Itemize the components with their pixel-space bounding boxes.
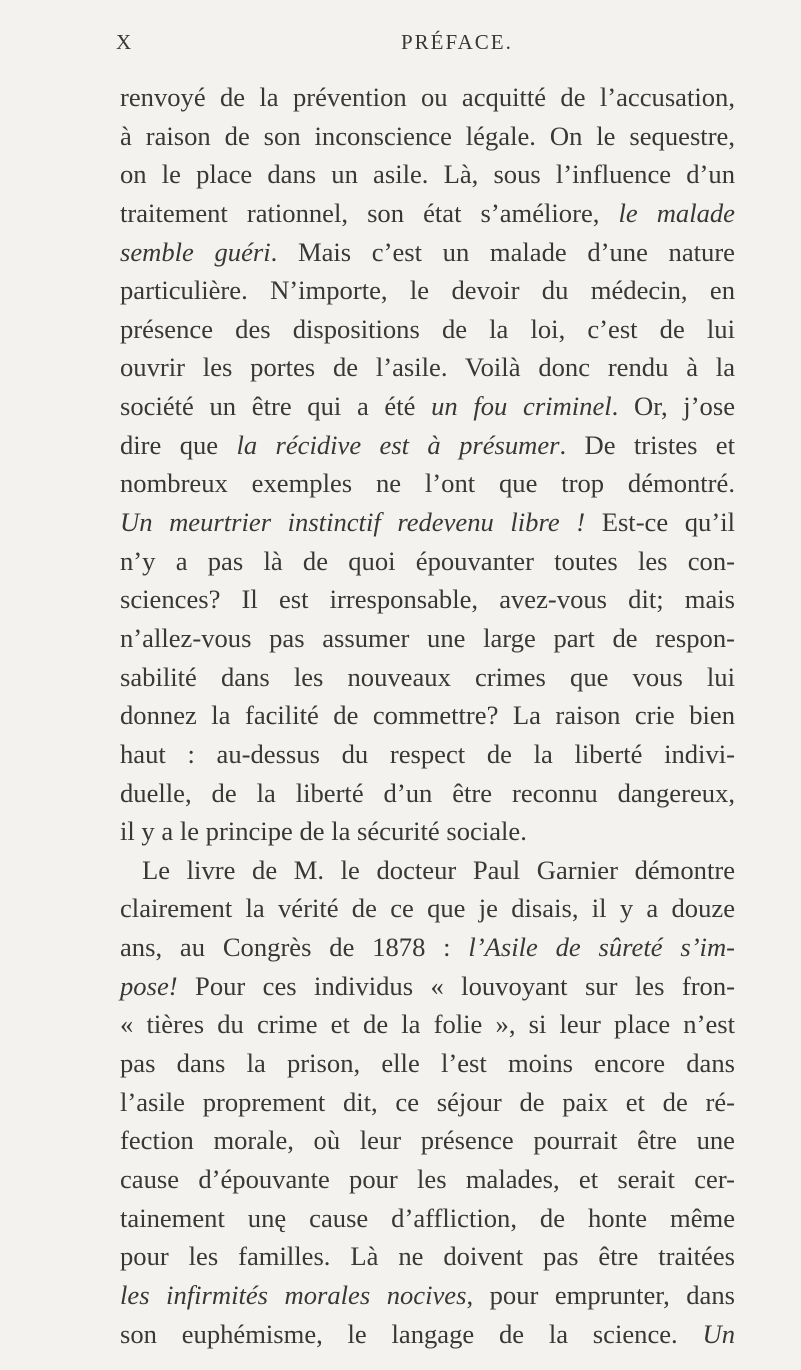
text-run: haut : au-dessus du respect de la liberté indivi-: [120, 738, 735, 769]
text-line: [120, 1199, 735, 1238]
text-line: [120, 542, 735, 581]
running-title: PRÉFACE.: [401, 30, 513, 54]
page-number: X: [116, 30, 134, 54]
text-line: [120, 194, 735, 233]
text-run: dire que: [120, 429, 237, 460]
text-run: particulière. N’importe, le devoir du médecin, en: [120, 275, 735, 306]
text-line: [120, 426, 735, 465]
text-run: n’y a pas là de quoi épouvanter toutes les con-: [120, 545, 735, 576]
text-run: cause d’épouvante pour les malades, et serait cer-: [120, 1163, 735, 1194]
text-run: ans, au Congrès de 1878 :: [120, 932, 469, 963]
text-line: [120, 735, 735, 774]
text-line: [120, 658, 735, 697]
running-head: [116, 30, 716, 60]
text-run: Le livre de M. le docteur Paul Garnier démontre: [142, 854, 735, 885]
text-line: [120, 889, 735, 928]
text-run: sciences? Il est irresponsable, avez-vous dit; mais: [120, 584, 735, 615]
text-line: [120, 310, 735, 349]
italic-phrase: l’Asile de sûreté s’im-: [468, 932, 736, 963]
text-line: [120, 271, 735, 310]
text-run: fection morale, où leur présence pourrait être une: [120, 1125, 735, 1156]
text-line: [120, 1044, 735, 1083]
text-line: [120, 1276, 735, 1315]
text-run: pour les familles. Là ne doivent pas être traitées: [120, 1241, 735, 1272]
text-line: [120, 233, 735, 272]
text-run: traitement rationnel, son état s’améliore,: [120, 197, 619, 228]
text-run: tainement unę cause d’affliction, de honte même: [120, 1202, 735, 1233]
text-run: Est-ce qu’il: [585, 507, 735, 538]
text-line: [120, 155, 735, 194]
italic-phrase: pose!: [120, 970, 178, 1001]
italic-phrase: semble guéri: [120, 236, 271, 267]
text-run: société un être qui a été: [120, 391, 432, 422]
text-run: nombreux exemples ne l’ont que trop démontré.: [120, 468, 735, 499]
text-run: duelle, de la liberté d’un être reconnu dangereux,: [120, 777, 735, 808]
italic-phrase: un fou criminel: [431, 391, 612, 422]
text-run: on le place dans un asile. Là, sous l’influence d’un: [120, 159, 735, 190]
italic-phrase: la récidive est à présumer: [236, 429, 560, 460]
text-line: [120, 464, 735, 503]
text-line: [120, 348, 735, 387]
text-line: [120, 580, 735, 619]
text-run: , pour emprunter, dans: [466, 1279, 735, 1310]
text-run: Pour ces individus « louvoyant sur les fron-: [177, 970, 735, 1001]
text-line: [120, 387, 735, 426]
text-run: clairement la vérité de ce que je disais, il y a douze: [120, 893, 735, 924]
text-line: [120, 503, 735, 542]
text-run: n’allez-vous pas assumer une large part de respon-: [120, 622, 735, 653]
text-line: [120, 117, 735, 156]
italic-phrase: Un: [702, 1318, 735, 1349]
text-line: [120, 928, 735, 967]
text-run: sabilité dans les nouveaux crimes que vous lui: [120, 661, 735, 692]
text-line: [120, 619, 735, 658]
text-line: [120, 1083, 735, 1122]
text-run: ouvrir les portes de l’asile. Voilà donc rendu à la: [120, 352, 735, 383]
text-run: présence des dispositions de la loi, c’est de lui: [120, 313, 735, 344]
text-run: l’asile proprement dit, ce séjour de paix et de ré-: [120, 1086, 735, 1117]
text-run: . Or, j’ose: [611, 391, 736, 422]
text-line: [120, 851, 735, 890]
text-run: renvoyé de la prévention ou acquitté de l’accusation,: [120, 82, 735, 112]
body-text: [120, 78, 735, 1353]
text-run: . De tristes et: [559, 429, 735, 460]
text-run: pas dans la prison, elle l’est moins encore dans: [120, 1048, 735, 1079]
text-run: son euphémisme, le langage de la science.: [120, 1318, 703, 1349]
italic-phrase: le malade: [618, 197, 735, 228]
italic-phrase: Un meurtrier instinctif redevenu libre !: [120, 507, 586, 538]
text-line: [120, 1005, 735, 1044]
text-line: [120, 1237, 735, 1276]
text-line: [120, 812, 735, 851]
text-run: à raison de son inconscience légale. On le sequestre,: [120, 120, 735, 151]
text-line: [120, 1121, 735, 1160]
text-line: [120, 1160, 735, 1199]
text-run: donnez la facilité de commettre? La raison crie bien: [120, 700, 735, 731]
text-run: . Mais c’est un malade d’une nature: [270, 236, 735, 267]
text-run: il y a le principe de la sécurité sociale.: [120, 816, 527, 847]
italic-phrase: les infirmités morales nocives: [120, 1279, 467, 1310]
text-line: [120, 696, 735, 735]
text-line: [120, 967, 735, 1006]
text-line: [120, 78, 735, 117]
text-line: [120, 1315, 735, 1354]
text-run: « tières du crime et de la folie », si leur place n’est: [120, 1009, 735, 1040]
text-line: [120, 774, 735, 813]
